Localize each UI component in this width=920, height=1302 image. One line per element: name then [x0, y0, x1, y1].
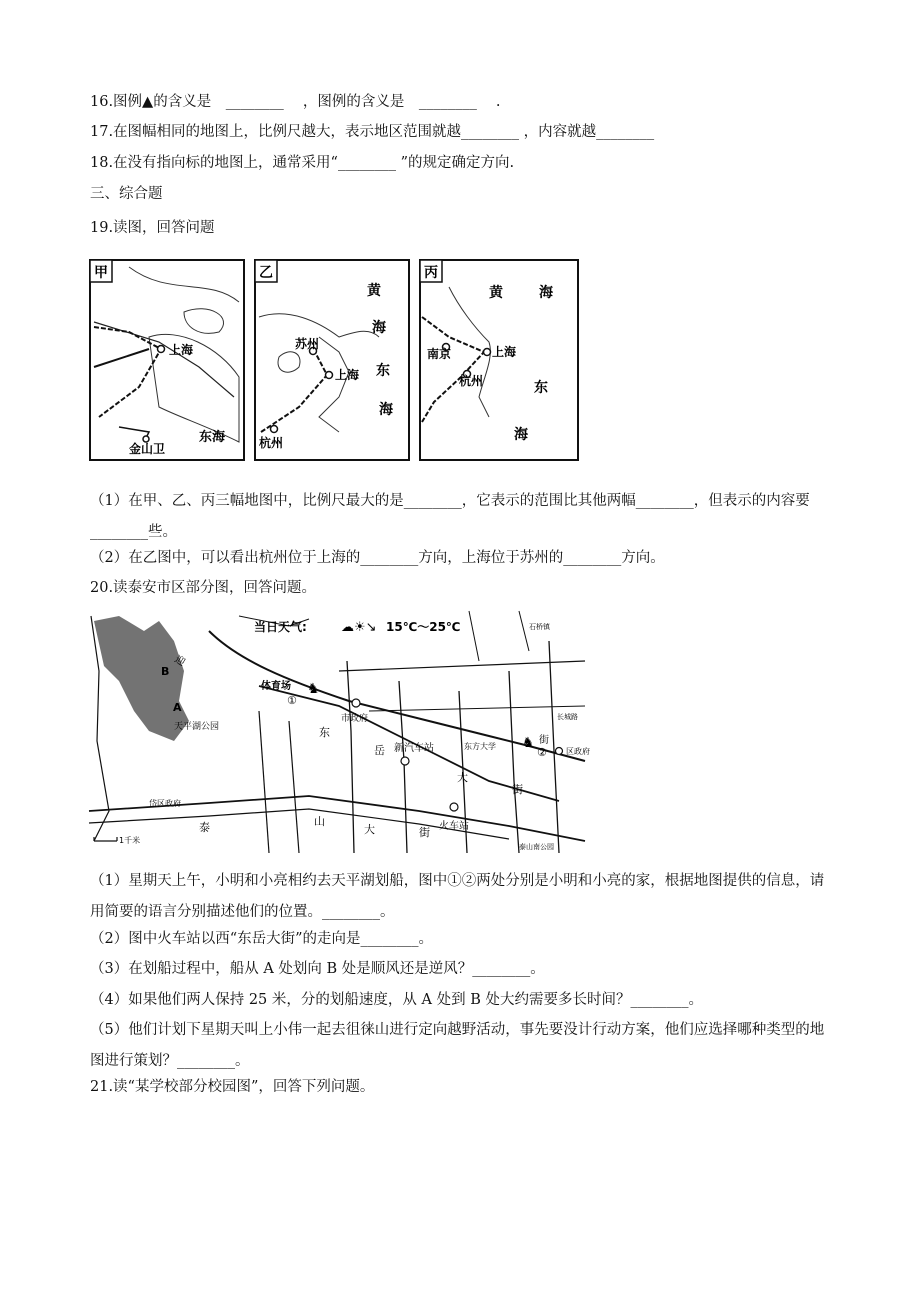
sea-bing-3: 东: [534, 380, 548, 396]
section-heading: 三、综合题: [90, 186, 163, 202]
panel-label-bing: 丙: [424, 265, 438, 281]
street-char-2: 岳: [374, 744, 385, 757]
place-hangzhou-yi: 杭州: [259, 436, 284, 450]
question-20-2: （2）图中火车站以西“东岳大街”的走向是________。: [90, 931, 434, 947]
horse-icon: ♞: [307, 681, 320, 697]
question-19-1: （1）在甲、乙、丙三幅地图中，比例尺最大的是________，它表示的范围比其他两幅________，但表示的内容要________些。: [90, 493, 810, 540]
sea-bing-1: 黄: [489, 285, 503, 301]
train-station-label: 火车站: [439, 821, 469, 832]
place-shanghai-jia: 上海: [169, 343, 194, 357]
map-figure-19: [89, 257, 581, 463]
horse-icon-2: ♞: [522, 735, 535, 751]
place-shanghai-yi: 上海: [335, 368, 360, 382]
place-jinshanwei: 金山卫: [129, 442, 166, 456]
map-panel-yi: [255, 260, 409, 460]
point-a: A: [173, 701, 182, 714]
street2-char-3: 大: [364, 823, 375, 836]
question-19-2: （2）在乙图中，可以看出杭州位于上海的________方向，上海位于苏州的________方向。: [90, 550, 665, 566]
street-char-4: 街: [512, 783, 523, 796]
district-gov-label: 区政府: [566, 747, 590, 756]
sea-bing-4: 海: [514, 427, 528, 443]
place-suzhou-yi: 苏州: [295, 337, 320, 351]
road-label-ne: 迎: [172, 654, 187, 669]
home2-label: ②: [537, 746, 547, 759]
sea-yi-2: 海: [372, 320, 386, 336]
street-char-3: 大: [457, 771, 468, 784]
street2-char-2: 山: [314, 815, 325, 828]
question-20-4: （4）如果他们两人保持 25 米，分的划船速度，从 A 处到 B 处大约需要多长时间？________。: [90, 992, 703, 1008]
street2-char-1: 泰: [199, 821, 210, 834]
ne-label: 石桥镇: [529, 623, 550, 631]
question-19: 19.读图，回答问题: [90, 220, 215, 236]
question-16: 16.图例▲的含义是 ________ ，图例的含义是 ________ .: [90, 94, 501, 110]
weather-label: 当日天气:: [254, 620, 307, 634]
question-20-5: （5）他们计划下星期天叫上小伟一起去徂徕山进行定向越野活动，事先要没计行动方案，他们应选择哪种类型的地图进行策划？________。: [90, 1022, 825, 1069]
panel-label-jia: 甲: [94, 265, 108, 281]
sea-yi-1: 黄: [367, 283, 381, 299]
south-park-label: 泰山南公园: [519, 843, 554, 851]
street2-char-4: 街: [419, 826, 430, 839]
city-gov-label: 市政府: [341, 714, 369, 724]
question-20-3: （3）在划船过程中，船从 A 处划向 B 处是顺风还是逆风？________。: [90, 961, 545, 977]
place-shanghai-bing: 上海: [492, 345, 517, 359]
sea-bing-2: 海: [539, 285, 553, 301]
question-18: 18.在没有指向标的地图上，通常采用“________ ”的规定确定方向.: [90, 155, 515, 171]
district-w-label: 岱区政府: [149, 799, 181, 808]
map-figure-20: [89, 611, 590, 853]
sea-donghai-jia: 东海: [199, 430, 226, 445]
question-20-1: （1）星期天上午，小明和小亮相约去天平湖划船，图中①②两处分别是小明和小亮的家，根据地图提供的信息，请用简要的语言分别描述他们的位置。________。: [90, 873, 825, 920]
bus-station-label: 新汽车站: [394, 743, 434, 754]
home1-label: ①: [287, 694, 297, 707]
park-label: 天平湖公园: [174, 722, 220, 732]
stadium-label: 体育场: [261, 681, 291, 692]
weather-icon: ☁☀↘: [341, 620, 377, 635]
school-label: 东方大学: [464, 742, 496, 751]
sea-yi-3: 东: [376, 363, 390, 379]
place-hangzhou-bing: 杭州: [459, 374, 484, 388]
question-17: 17.在图幅相同的地图上，比例尺越大，表示地区范围就越________ ，内容就越________: [90, 124, 655, 140]
weather-range: 15℃～25℃: [386, 620, 461, 634]
scale-label: 1千米: [119, 836, 141, 845]
place-nanjing-bing: 南京: [427, 347, 452, 361]
jie-label: 街: [539, 735, 549, 746]
point-b: B: [161, 665, 170, 678]
street-char-1: 东: [319, 726, 330, 739]
question-21: 21.读“某学校部分校园图”，回答下列问题。: [90, 1079, 375, 1095]
map-panel-jia: [90, 260, 244, 460]
sea-yi-4: 海: [379, 402, 393, 418]
panel-label-yi: 乙: [259, 265, 273, 281]
question-20: 20.读泰安市区部分图，回答问题。: [90, 580, 317, 596]
map-panel-bing: [420, 260, 578, 460]
ne-label-2: 长城路: [557, 713, 578, 721]
